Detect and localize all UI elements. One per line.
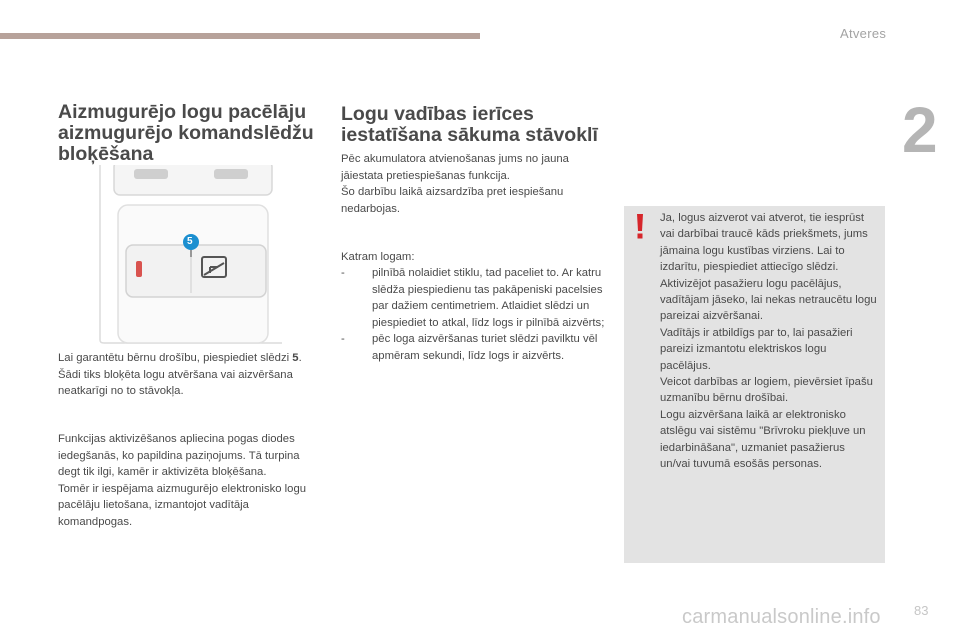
- warning-box: [624, 206, 885, 563]
- warning-text: Ja, logus aizverot vai atverot, tie iesprūst vai darbībai traucē kāds priekšmets, jums jāmaina logu kustības virziens. Lai to izdarītu, piespiediet attiecīgo slēdzi. Aktivizējot pasažieru logu pacēlājus, vadītājam jāseko, lai nekas netraucētu logu pareizai aizvēršanai. Vadītājs ir atbildīgs par to, lai pasažieri pareizi izmantotu elektriskos logu pacēlājus. Veicot darbības ar logiem, pievērsiet īpašu uzmanību bērnu drošībai. Logu aizvēršana laikā ar elektronisko atslēgu vai sistēmu "Brīvroku piekļuve un iedarbināšana", uzmaniet pasažierus un/vai tuvumā esošās personas.: [660, 212, 877, 471]
- left-section-title: Aizmugurējo logu pacēlāju aizmugurējo komandslēdžu bloķēšana: [58, 101, 314, 165]
- left-p1-switch-number: 5: [292, 352, 299, 364]
- list-item-text: pilnībā nolaidiet stiklu, tad paceliet to. Ar katru slēdža piespiedienu tas pakāpeniski pacelsies par dažiem centimetriem. Atlaidiet slēdzi un piespiediet to atkal, līdz logs ir pilnībā aizvērts;: [372, 267, 605, 329]
- left-p1-text-c: . Šādi tiks bloķēta logu atvēršana vai aizvēršana neatkarīgi no to stāvokļa.: [58, 352, 302, 397]
- chapter-number: 2: [902, 94, 938, 166]
- right-paragraph-2: Katram logam:: [341, 251, 415, 263]
- list-dash: -: [341, 333, 345, 345]
- list-item: [341, 331, 609, 364]
- switch-panel-figure: [96, 165, 286, 345]
- left-paragraph-2: Funkcijas aktivizēšanos apliecina pogas diodes iedegšanās, ko papildina paziņojums. Tā turpina degt tik ilgi, kamēr ir aktivizēta bloķēšana. Tomēr ir iespējama aizmugurējo elektronisko logu pacēlāju lietošana, izmantojot vadītāja komandpogas.: [58, 433, 307, 528]
- left-paragraph-1: [58, 350, 308, 400]
- header-accent-bar: [0, 33, 480, 39]
- right-section-title: Logu vadības ierīces iestatīšana sākuma stāvoklī: [341, 103, 598, 146]
- exclamation-icon: [634, 214, 646, 240]
- section-label: Atveres: [840, 26, 887, 41]
- left-p1-text-a: Lai garantētu bērnu drošību, piespiediet slēdzi: [58, 352, 293, 364]
- footer-watermark: carmanualsonline.info: [682, 606, 881, 628]
- instruction-list: [341, 265, 609, 364]
- window-lock-switch-illustration: [96, 165, 286, 345]
- page-number: 83: [914, 603, 929, 618]
- callout-badge-5: 5: [187, 236, 193, 247]
- list-dash: -: [341, 267, 345, 279]
- right-paragraph-1: Pēc akumulatora atvienošanas jums no jauna jāiestata pretiespiešanas funkcija. Šo darbību laikā aizsardzība pret iespiešanu nedarbojas.: [341, 153, 569, 215]
- list-item: [341, 265, 609, 331]
- list-item-text: pēc loga aizvēršanas turiet slēdzi pavilktu vēl apmēram sekundi, līdz logs ir aizvērts.: [372, 333, 598, 362]
